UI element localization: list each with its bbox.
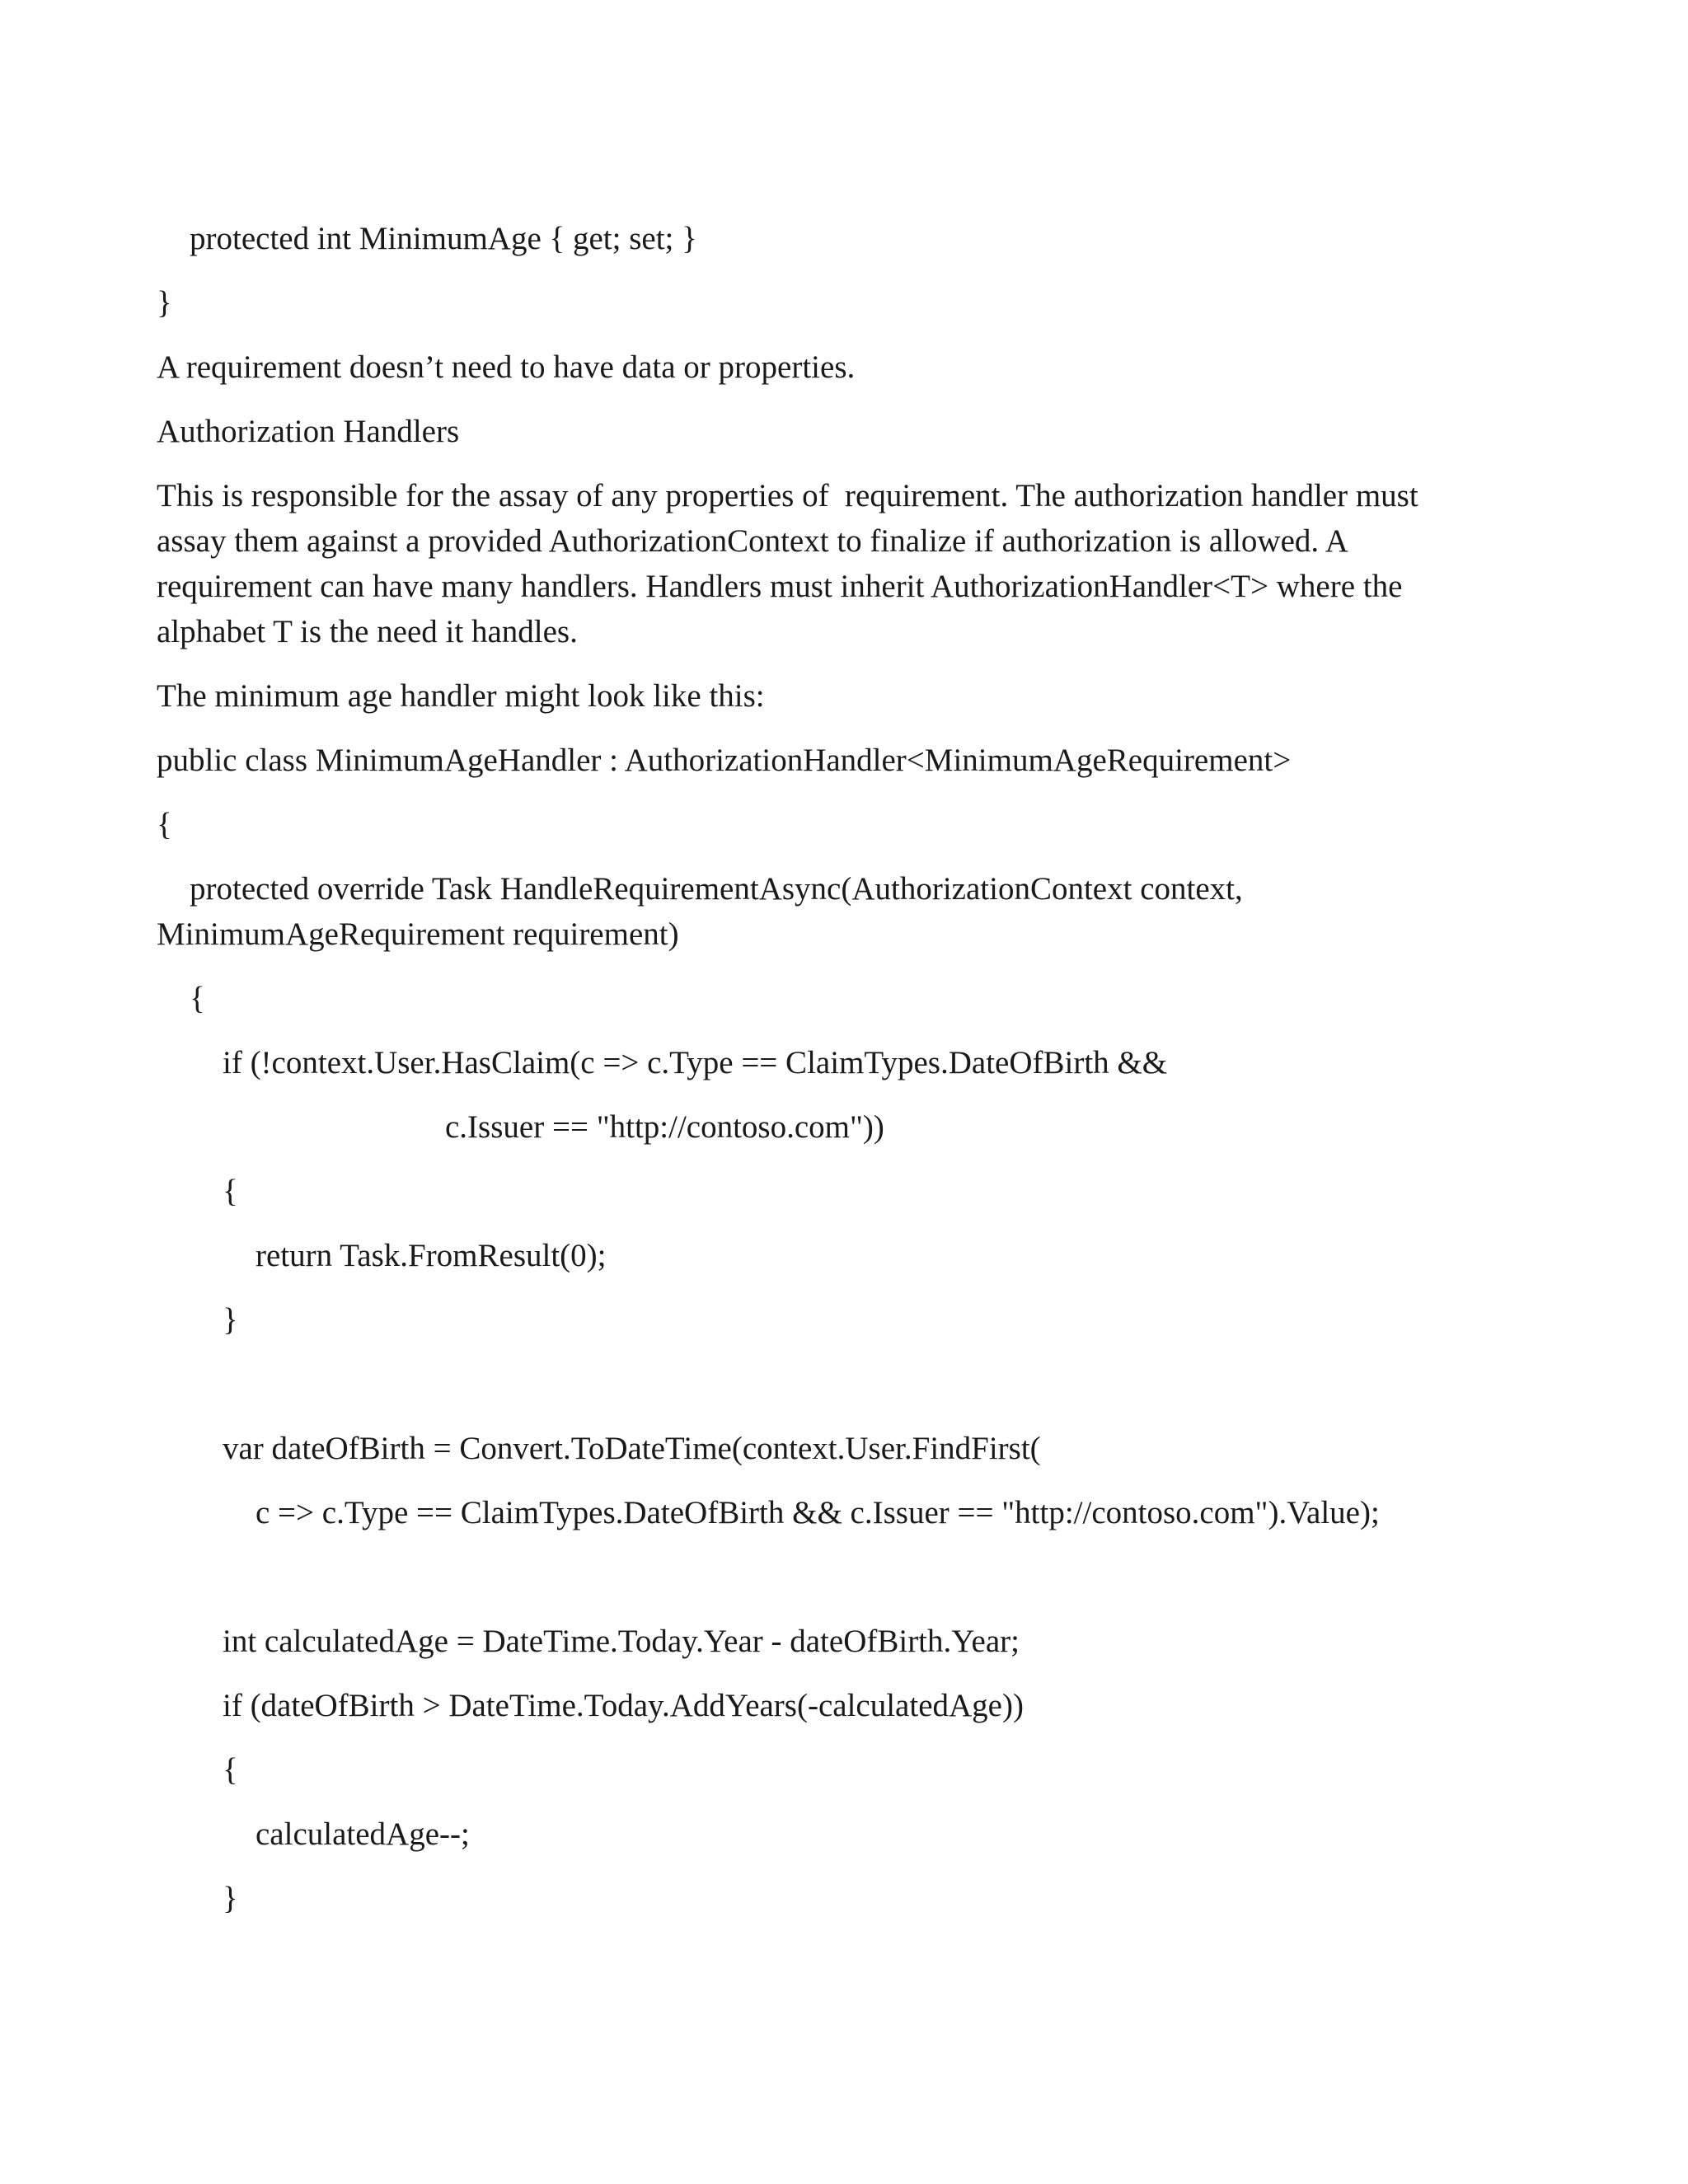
- code-line-minimum-age-property: protected int MinimumAge { get; set; }: [190, 221, 697, 256]
- code-line-issuer-check: c.Issuer == "http://contoso.com")): [445, 1109, 884, 1145]
- code-line-find-first-lambda: c => c.Type == ClaimTypes.DateOfBirth && c.Issuer == "http://contoso.com").Value);: [256, 1495, 1380, 1530]
- handler-paragraph-line-1: This is responsible for the assay of any properties of requirement. The authorization handler must: [157, 478, 1418, 513]
- requirement-note: A requirement doesn’t need to have data or properties.: [157, 349, 856, 385]
- code-line-close-brace: }: [157, 285, 172, 321]
- handler-paragraph-line-4: alphabet T is the need it handles.: [157, 614, 578, 649]
- code-line-if-has-claim: if (!context.User.HasClaim(c => c.Type == ClaimTypes.DateOfBirth &&: [223, 1045, 1168, 1080]
- section-heading-authorization-handlers: Authorization Handlers: [157, 414, 460, 449]
- code-line-if2-close-brace: }: [223, 1881, 238, 1916]
- code-line-method-parameter: MinimumAgeRequirement requirement): [157, 916, 679, 952]
- code-line-return-result: return Task.FromResult(0);: [256, 1238, 607, 1273]
- code-line-if2-open-brace: {: [223, 1752, 238, 1788]
- code-line-calculated-age: int calculatedAge = DateTime.Today.Year - dateOfBirth.Year;: [223, 1624, 1020, 1659]
- handler-paragraph-line-2: assay them against a provided AuthorizationContext to finalize if authorization is allowed. A: [157, 523, 1348, 559]
- code-line-method-declaration: protected override Task HandleRequirementAsync(AuthorizationContext context,: [190, 871, 1243, 907]
- code-line-method-open-brace: {: [190, 981, 205, 1016]
- handler-intro: The minimum age handler might look like this:: [157, 678, 765, 714]
- code-line-var-date-of-birth: var dateOfBirth = Convert.ToDateTime(context.User.FindFirst(: [223, 1431, 1041, 1466]
- code-line-open-brace: {: [157, 807, 172, 842]
- code-line-if-close-brace: }: [223, 1302, 238, 1338]
- code-line-if-open-brace: {: [223, 1174, 238, 1209]
- code-line-if-date-of-birth: if (dateOfBirth > DateTime.Today.AddYears(-calculatedAge)): [223, 1688, 1024, 1723]
- code-line-class-declaration: public class MinimumAgeHandler : AuthorizationHandler<MinimumAgeRequirement>: [157, 743, 1292, 778]
- code-line-decrement-age: calculatedAge--;: [256, 1816, 470, 1852]
- handler-paragraph-line-3: requirement can have many handlers. Handlers must inherit AuthorizationHandler<T> where the: [157, 569, 1403, 604]
